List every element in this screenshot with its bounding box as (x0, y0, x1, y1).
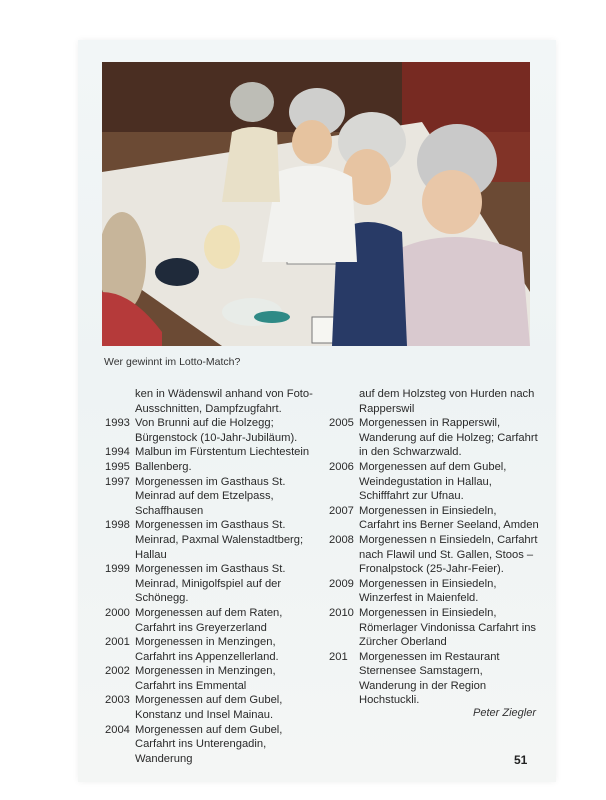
photo-caption: Wer gewinnt im Lotto-Match? (104, 356, 241, 368)
chronology-entry (329, 533, 539, 577)
entry-year: 2006 (329, 460, 354, 473)
entry-text: Morgenessen in Menzingen, Carfahrt ins Emmental (135, 665, 276, 692)
entry-text: Morgenessen im Gasthaus St. Meinrad, Paxmal Walenstadtberg; Hallau (135, 519, 304, 561)
photo-lotto-match (102, 62, 530, 346)
chronology-entry (329, 577, 539, 606)
chronology-entry (105, 606, 317, 635)
entry-text: Morgenessen in Einsiedeln, Carfahrt ins Berner Seeland, Amden (359, 504, 539, 532)
entry-year (329, 387, 359, 416)
entry-text: Morgenessen im Restaurant Sternensee Samstagern, Wanderung in der Region Hochstuckli. (359, 650, 500, 707)
entry-text: Morgenessen in Menzingen, Carfahrt ins Appenzellerland. (135, 636, 279, 663)
chronology-right-column (329, 387, 539, 708)
entry-text: Morgenessen n Einsiedeln, Carfahrt nach Flawil und St. Gallen, Stoos – Fronalpstock (25-Jahr-Feier). (359, 533, 538, 576)
photo-icon (102, 62, 530, 346)
entry-year: 201 (329, 650, 348, 663)
chronology-entry (329, 650, 539, 708)
chronology-entry (105, 475, 317, 519)
entry-year: 2010 (329, 606, 354, 619)
chronology-entry (105, 416, 317, 445)
page-number: 51 (514, 753, 528, 767)
author-signature: Peter Ziegler (473, 707, 536, 719)
entry-year: 2003 (105, 694, 130, 707)
entry-text: Malbun im Fürstentum Liechtestein (135, 446, 310, 459)
entry-text: Morgenessen auf dem Gubel, Carfahrt ins Unterengadin, Wanderung (135, 723, 283, 765)
entry-text: ken in Wädenswil anhand von Foto-Ausschnitten, Dampfzugfahrt. (135, 388, 313, 415)
chronology-entry (105, 387, 317, 416)
entry-text: Morgenessen in Einsiedeln, Römerlager Vindonissa Carfahrt ins Zürcher Oberland (359, 606, 537, 649)
chronology-entry (105, 445, 317, 460)
chronology-entry (105, 562, 317, 606)
entry-year: 2004 (105, 723, 130, 736)
chronology-entry (105, 664, 317, 693)
entry-text: Morgenessen im Gasthaus St. Meinrad, Minigolfspiel auf der Schönegg. (135, 563, 286, 605)
entry-year: 1994 (105, 446, 130, 459)
entry-text: auf dem Holzsteg von Hurden nach Rapperswil (359, 388, 535, 415)
chronology-entry (105, 723, 317, 767)
entry-year: 2008 (329, 533, 354, 546)
chronology-entry (329, 387, 539, 416)
entry-year: 1998 (105, 519, 130, 532)
entry-text: Ballenberg. (135, 460, 192, 473)
entry-text: Morgenessen im Gasthaus St. Meinrad auf dem Etzelpass, Schaffhausen (135, 475, 286, 517)
entry-text: Morgenessen auf dem Raten, Carfahrt ins Greyerzerland (135, 606, 283, 634)
entry-text: Morgenessen in Einsiedeln, Winzerfest in Maienfeld. (359, 577, 497, 605)
entry-year: 1995 (105, 460, 130, 473)
entry-text: Morgenessen auf dem Gubel, Konstanz und Insel Mainau. (135, 694, 283, 722)
chronology-entry (105, 460, 317, 475)
entry-year: 1993 (105, 417, 130, 430)
chronology-entry (329, 606, 539, 650)
chronology-left-column (105, 387, 317, 766)
entry-year: 2009 (329, 577, 354, 590)
entry-year: 2005 (329, 417, 354, 430)
entry-year: 2002 (105, 665, 130, 678)
entry-year: 2000 (105, 606, 130, 619)
entry-year (105, 387, 135, 416)
entry-year: 2001 (105, 636, 130, 649)
entry-text: Morgenessen in Rapperswil, Wanderung auf die Holzeg; Carfahrt in den Schwarzwald. (359, 417, 538, 459)
entry-year: 1999 (105, 563, 130, 576)
chronology-entry (329, 460, 539, 504)
entry-text: Morgenessen auf dem Gubel, Weindegustation in Hallau, Schifffahrt zur Ufnau. (359, 460, 507, 503)
chronology-entry (105, 693, 317, 722)
chronology-entry (105, 635, 317, 664)
entry-year: 2007 (329, 504, 354, 517)
chronology-entry (329, 504, 539, 533)
entry-text: Von Brunni auf die Holzegg; Bürgenstock (10-Jahr-Jubiläum). (135, 417, 298, 444)
chronology-entry (105, 518, 317, 562)
chronology-entry (329, 416, 539, 460)
entry-year: 1997 (105, 475, 130, 488)
